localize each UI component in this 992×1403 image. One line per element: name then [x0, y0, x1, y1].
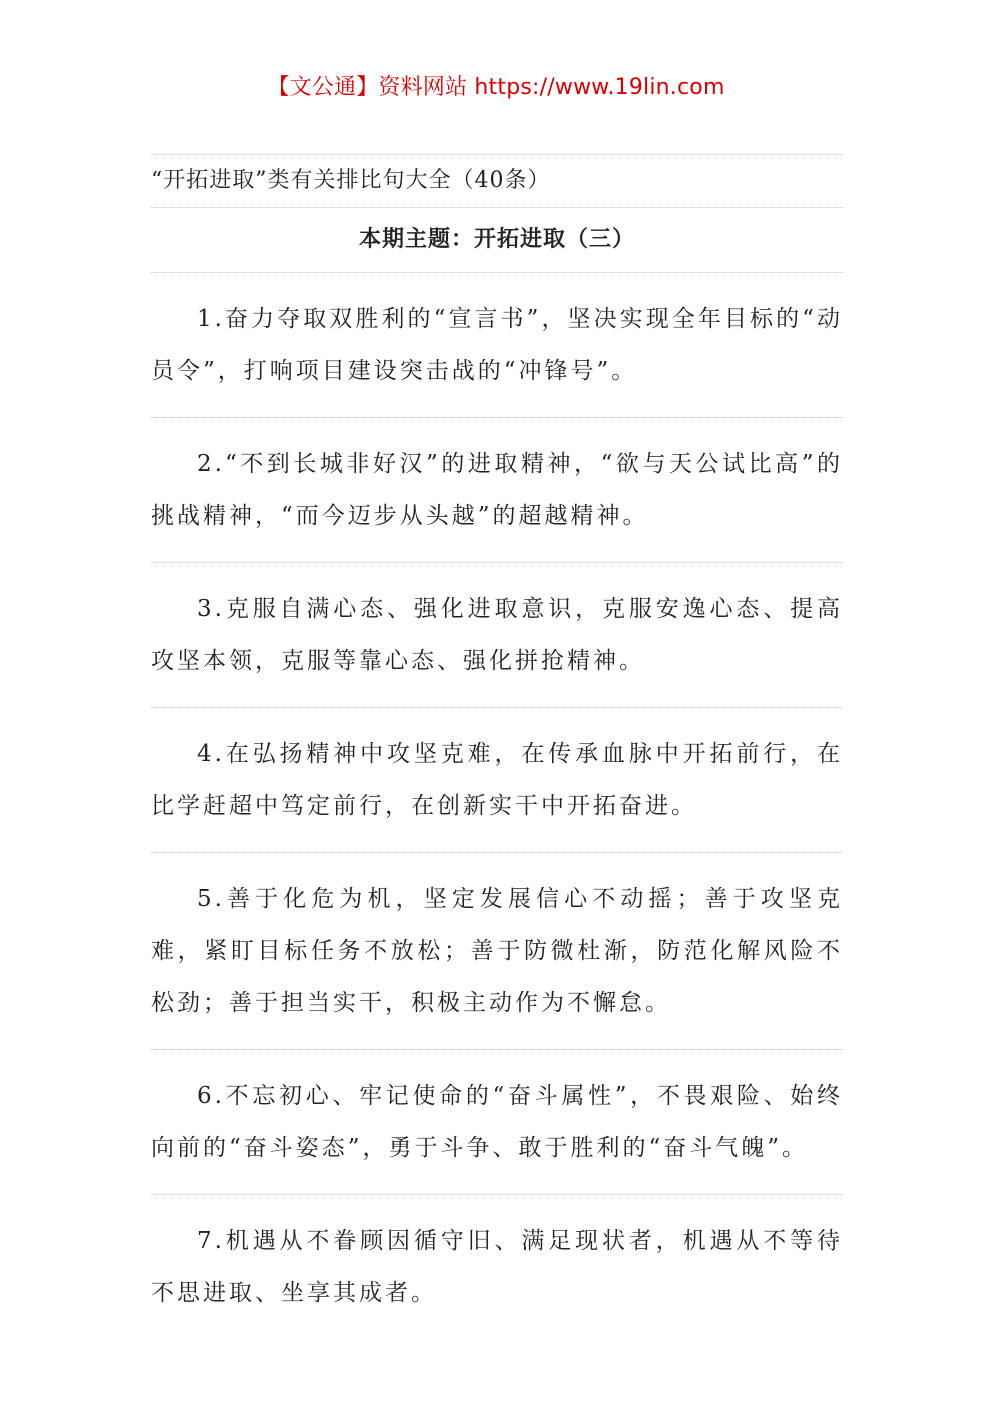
list-item: 7.机遇从不眷顾因循守旧、满足现状者，机遇从不等待不思进取、坐享其成者。	[151, 1228, 843, 1306]
list-item: 5.善于化危为机，坚定发展信心不动摇；善于攻坚克难，紧盯目标任务不放松；善于防微杜渐，防范化解风险不松劲；善于担当实干，积极主动作为不懈怠。	[151, 886, 843, 1016]
list-item: 2.“不到长城非好汉”的进取精神，“欲与天公试比高”的挑战精神，“而今迈步从头越”的超越精神。	[151, 451, 843, 529]
list-item: 6.不忘初心、牢记使命的“奋斗属性”，不畏艰险、始终向前的“奋斗姿态”，勇于斗争、敢于胜利的“奋斗气魄”。	[151, 1083, 843, 1161]
list-item: 4.在弘扬精神中攻坚克难，在传承血脉中开拓前行，在比学赶超中笃定前行，在创新实干中开拓奋进。	[151, 741, 843, 819]
site-watermark-header: 【文公通】资料网站 https://www.19lin.com	[267, 75, 725, 100]
document-body	[151, 154, 843, 1339]
list-item: 3.克服自满心态、强化进取意识，克服安逸心态、提高攻坚本领，克服等靠心态、强化拼抢精神。	[151, 596, 843, 674]
issue-heading: 本期主题：开拓进取（三）	[358, 227, 635, 252]
list-item: 1.奋力夺取双胜利的“宣言书”，坚决实现全年目标的“动员令”，打响项目建设突击战的“冲锋号”。	[151, 306, 843, 384]
document-title: “开拓进取”类有关排比句大全（40条）	[151, 168, 551, 193]
